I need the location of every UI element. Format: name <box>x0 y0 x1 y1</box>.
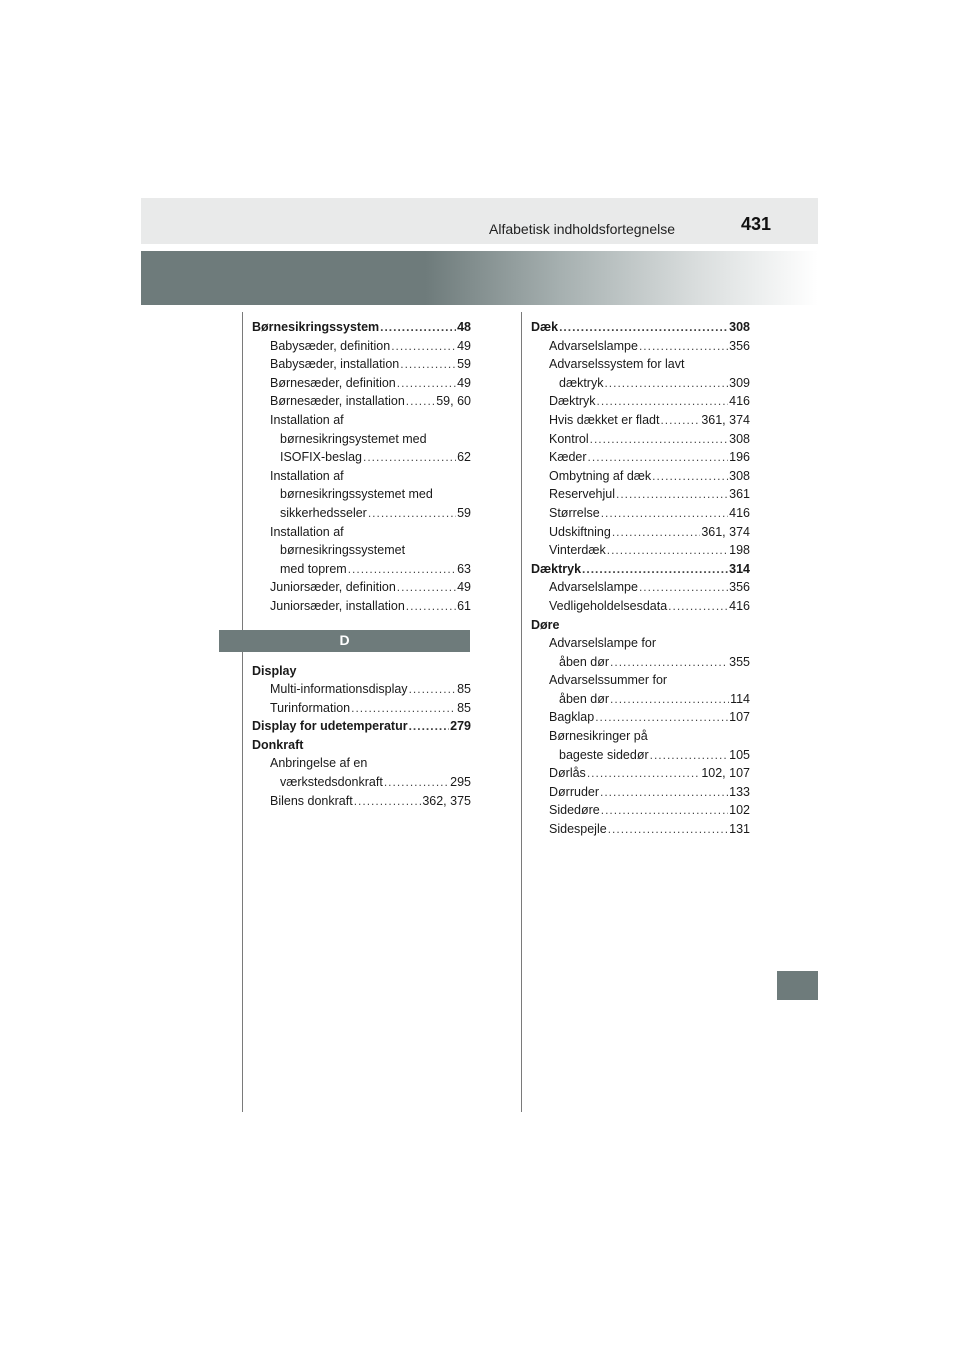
index-text-line: Anbringelse af en <box>270 756 368 771</box>
entry-page-ref: 85 <box>457 682 471 697</box>
entry-label: dæktryk <box>559 375 604 390</box>
page-number: 431 <box>741 214 772 234</box>
index-entry <box>531 578 750 597</box>
entry-page-ref: 416 <box>729 394 750 409</box>
entry-page-ref: 361, 374 <box>701 524 750 539</box>
entry-page-ref: 198 <box>729 543 750 558</box>
entry-label: Juniorsæder, installation <box>270 598 405 613</box>
dot-leader <box>588 448 729 467</box>
dot-leader <box>639 578 728 597</box>
index-entry <box>252 680 471 699</box>
entry-label: Dørruder <box>549 784 600 799</box>
entry-page-ref: 49 <box>457 338 471 353</box>
dot-leader <box>607 541 728 560</box>
entry-label: med toprem <box>280 561 347 576</box>
dot-leader <box>397 374 456 393</box>
index-list-d <box>252 662 471 811</box>
dot-leader <box>409 680 457 699</box>
dot-leader <box>604 374 728 393</box>
entry-label: Udskiftning <box>549 524 611 539</box>
entry-page-ref: 59, 60 <box>436 394 471 409</box>
entry-page-ref: 416 <box>729 598 750 613</box>
index-entry <box>531 597 750 616</box>
index-entry <box>531 801 750 820</box>
index-text-line: børnesikringssystemet med <box>280 487 433 502</box>
index-entry <box>531 448 750 467</box>
index-entry <box>531 708 750 727</box>
index-entry <box>252 792 471 811</box>
index-entry <box>531 541 750 560</box>
header-bar <box>141 198 818 244</box>
index-entry <box>252 699 471 718</box>
entry-label: Bagklap <box>549 710 595 725</box>
entry-label: Dæktryk <box>549 394 596 409</box>
dot-leader <box>348 560 456 579</box>
index-entry <box>252 597 471 616</box>
entry-label: Bilens donkraft <box>270 793 353 808</box>
index-entry <box>252 773 471 792</box>
entry-page-ref: 49 <box>457 375 471 390</box>
dot-leader <box>582 560 728 579</box>
index-text-line: Advarselssystem for lavt <box>549 357 685 372</box>
entry-label: Kontrol <box>549 431 589 446</box>
index-entry <box>531 746 750 765</box>
dot-leader <box>668 597 728 616</box>
entry-page-ref: 362, 375 <box>422 793 471 808</box>
entry-page-ref: 308 <box>729 468 750 483</box>
entry-label: Advarselslampe <box>549 580 638 595</box>
index-entry <box>252 392 471 411</box>
index-entry <box>531 337 750 356</box>
entry-label: åben dør <box>559 654 610 669</box>
dot-leader <box>559 318 728 337</box>
entry-page-ref: 63 <box>457 561 471 576</box>
index-text-line: Døre <box>531 617 560 632</box>
index-entry <box>531 430 750 449</box>
entry-page-ref: 361, 374 <box>701 412 750 427</box>
entry-page-ref: 102, 107 <box>701 766 750 781</box>
entry-page-ref: 356 <box>729 338 750 353</box>
entry-page-ref: 85 <box>457 700 471 715</box>
entry-page-ref: 356 <box>729 580 750 595</box>
dot-leader <box>660 411 700 430</box>
dot-leader <box>610 653 728 672</box>
entry-page-ref: 314 <box>729 561 750 576</box>
dot-leader <box>601 801 728 820</box>
dot-leader <box>380 318 456 337</box>
entry-label: værkstedsdonkraft <box>280 775 383 790</box>
entry-page-ref: 308 <box>729 320 750 334</box>
index-entry <box>531 820 750 839</box>
index-entry <box>531 783 750 802</box>
dot-leader <box>363 448 456 467</box>
dot-leader <box>639 337 728 356</box>
index-entry <box>531 392 750 411</box>
entry-page-ref: 133 <box>729 784 750 799</box>
index-entry <box>531 318 750 337</box>
entry-label: Reservehjul <box>549 487 616 502</box>
entry-page-ref: 114 <box>730 691 750 706</box>
index-entry <box>252 578 471 597</box>
entry-label: ISOFIX-beslag <box>280 450 362 465</box>
dot-leader <box>597 392 729 411</box>
entry-label: Sidedøre <box>549 803 600 818</box>
dot-leader <box>652 467 728 486</box>
entry-label: Babysæder, installation <box>270 357 400 372</box>
entry-page-ref: 59 <box>457 357 471 372</box>
entry-label: Multi-informationsdisplay <box>270 682 408 697</box>
entry-label: Babysæder, definition <box>270 338 391 353</box>
entry-page-ref: 131 <box>729 822 750 837</box>
entry-page-ref: 361 <box>729 487 750 502</box>
dot-leader <box>368 504 456 523</box>
index-text-line: Advarselssummer for <box>549 673 668 688</box>
index-entry <box>531 653 750 672</box>
entry-page-ref: 196 <box>729 450 750 465</box>
index-entry <box>252 717 471 736</box>
entry-label: Turinformation <box>270 700 351 715</box>
entry-label: Børnesikringssystem <box>252 320 380 334</box>
index-text-line: Installation af <box>270 412 344 427</box>
entry-page-ref: 105 <box>729 747 750 762</box>
dot-leader <box>600 783 728 802</box>
index-text-line: Display <box>252 663 297 678</box>
header-title: Alfabetisk indholdsfortegnelse <box>489 221 676 237</box>
index-entry <box>531 523 750 542</box>
index-list-top <box>252 318 471 616</box>
entry-label: Børnesæder, installation <box>270 394 405 409</box>
entry-page-ref: 102 <box>729 803 750 818</box>
entry-page-ref: 49 <box>457 580 471 595</box>
dot-leader <box>616 485 728 504</box>
dot-leader <box>351 699 456 718</box>
dot-leader <box>409 717 450 736</box>
middle-column-rule <box>521 312 522 1112</box>
entry-label: Advarselslampe <box>549 338 638 353</box>
entry-page-ref: 279 <box>450 719 471 734</box>
index-text-line: Advarselslampe for <box>549 636 656 651</box>
entry-label: Juniorsæder, definition <box>270 580 396 595</box>
entry-page-ref: 59 <box>457 505 471 520</box>
entry-page-ref: 295 <box>450 775 471 790</box>
entry-label: Dæktryk <box>531 561 582 576</box>
index-entry <box>531 764 750 783</box>
index-entry <box>252 504 471 523</box>
entry-label: Børnesæder, definition <box>270 375 396 390</box>
index-text-line: Donkraft <box>252 737 304 752</box>
dot-leader <box>400 355 456 374</box>
chapter-side-tab <box>777 971 818 1000</box>
dot-leader <box>650 746 729 765</box>
dot-leader <box>601 504 728 523</box>
entry-label: Vedligeholdelsesdata <box>549 598 668 613</box>
index-entry <box>252 448 471 467</box>
index-list-right <box>531 318 750 839</box>
index-entry <box>531 560 750 579</box>
entry-label: Sidespejle <box>549 822 607 837</box>
index-entry <box>252 374 471 393</box>
dot-leader <box>590 430 729 449</box>
index-text-line: børnesikringsystemet med <box>280 431 427 446</box>
index-entry <box>252 337 471 356</box>
index-text-line: Installation af <box>270 468 344 483</box>
dot-leader <box>610 690 729 709</box>
dot-leader <box>612 523 700 542</box>
index-entry <box>252 355 471 374</box>
index-entry <box>531 411 750 430</box>
index-entry <box>531 467 750 486</box>
dot-leader <box>391 337 456 356</box>
entry-page-ref: 62 <box>457 450 471 465</box>
dot-leader <box>608 820 728 839</box>
index-entry <box>252 318 471 337</box>
entry-label: Display for udetemperatur <box>252 719 408 734</box>
section-letter-d: D <box>219 630 470 652</box>
entry-page-ref: 48 <box>457 320 471 334</box>
index-entry <box>531 504 750 523</box>
header-band <box>141 251 818 305</box>
index-column-right <box>531 318 750 839</box>
entry-label: Størrelse <box>549 505 600 520</box>
entry-label: Vinterdæk <box>549 543 606 558</box>
entry-page-ref: 107 <box>729 710 750 725</box>
dot-leader <box>397 578 456 597</box>
dot-leader <box>384 773 449 792</box>
index-text-line: Installation af <box>270 524 344 539</box>
entry-page-ref: 61 <box>457 598 471 613</box>
dot-leader <box>587 764 701 783</box>
index-entry <box>531 690 750 709</box>
entry-label: Hvis dækket er fladt <box>549 412 660 427</box>
index-entry <box>531 374 750 393</box>
entry-page-ref: 416 <box>729 505 750 520</box>
entry-label: bageste sidedør <box>559 747 649 762</box>
entry-label: sikkerhedsseler <box>280 505 367 520</box>
entry-page-ref: 308 <box>729 431 750 446</box>
dot-leader <box>595 708 728 727</box>
left-column-rule <box>242 312 243 1112</box>
entry-label: Dæk <box>531 320 559 334</box>
entry-label: Ombytning af dæk <box>549 468 652 483</box>
index-entry <box>531 485 750 504</box>
entry-page-ref: 309 <box>729 375 750 390</box>
index-text-line: Børnesikringer på <box>549 729 648 744</box>
index-column-left <box>252 318 471 810</box>
index-text-line: børnesikringssystemet <box>280 543 406 558</box>
entry-label: Dørlås <box>549 766 586 781</box>
dot-leader <box>354 792 422 811</box>
entry-label: åben dør <box>559 691 610 706</box>
entry-page-ref: 355 <box>729 654 750 669</box>
index-entry <box>252 560 471 579</box>
entry-label: Kæder <box>549 450 587 465</box>
dot-leader <box>406 392 435 411</box>
dot-leader <box>406 597 456 616</box>
